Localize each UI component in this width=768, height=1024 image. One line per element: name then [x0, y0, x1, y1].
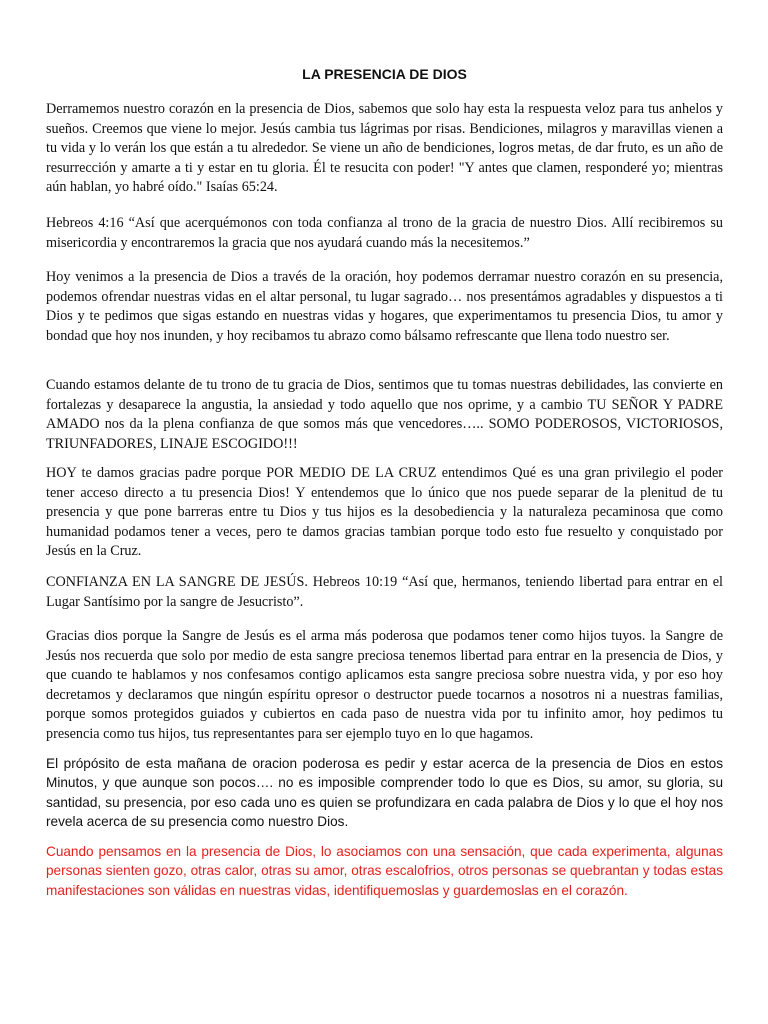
paragraph-hebreos-4-16: Hebreos 4:16 “Así que acerquémonos con toda confianza al trono de la gracia de nuestro Dios. Allí recibiremos su misericordia y encontraremos la gracia que nos ayudará cuando más la necesitemos.” [46, 215, 723, 251]
paragraph-cruz: HOY te damos gracias padre porque POR MEDIO DE LA CRUZ entendimos Qué es una gran privilegio el poder tener acceso directo a tu presencia Dios! Y entendemos que lo único que nos puede separar de la plenitud de tu presencia y que pone barreras entre tu Dios y tus hijos es la desobediencia y la naturaleza pecaminosa que como humanidad podamos tener a veces, pero te damos gracias tambian porque todo esto fue resuelto y conquistado por Jesús en la Cruz. [46, 465, 723, 560]
paragraph-intro: Derramemos nuestro corazón en la presencia de Dios, sabemos que solo hay esta la respuesta veloz para tus anhelos y sueños. Creemos que viene lo mejor. Jesús cambia tus lágrimas por risas. Bendiciones, milagros y maravillas vienen a tu vida y lo verán los que están a tu alrededor. Se viene un año de bendiciones, logros metas, de dar fruto, es un año de resurrección y amarte a ti y estar en tu gloria. Él te resucita con poder! "Y antes que clamen, responderé yo; mientras aún hablan, yo habré oído." Isaías 65:24. [46, 101, 723, 196]
paragraph-sangre-jesus: Gracias dios porque la Sangre de Jesús es el arma más poderosa que podamos tener como hijos tuyos. la Sangre de Jesús nos recuerda que solo por medio de esta sangre preciosa tenemos libertad para entrar en la presencia de Dios, y que cuando te hablamos y nos confesamos contigo aplicamos esta sangre preciosa sobre nuestra vida, y por eso hoy decretamos y declaramos que ningún espíritu opresor o destructor puede tocarnos a nosotros ni a nuestras familias, porque somos protegidos guiados y cubiertos en cada paso de nuestra vida por tu infinito amor, hoy pedimos tu presencia como tus hijos, tus representantes para ser ejemplo tuyo en lo que hagamos. [46, 628, 723, 742]
paragraph-confianza-sangre: CONFIANZA EN LA SANGRE DE JESÚS. Hebreos 10:19 “Así que, hermanos, teniendo libertad para entrar en el Lugar Santísimo por la sangre de Jesucristo”. [46, 574, 723, 610]
paragraph-sensacion-highlighted: Cuando pensamos en la presencia de Dios, lo asociamos con una sensación, que cada experimenta, algunas personas sienten gozo, otras calor, otras su amor, otras escalofrios, otros personas se quebrantan y todas estas manifestaciones son válidas en nuestras vidas, identifiquemoslas y guardemoslas en el corazón. [46, 844, 723, 898]
paragraph-oracion: Hoy venimos a la presencia de Dios a través de la oración, hoy podemos derramar nuestro corazón en su presencia, podemos ofrendar nuestras vidas en el altar personal, tu lugar sagrado… nos presentámos agradables y dispuestos a ti Dios y te pedimos que sigas estando en nuestras vidas y hogares, que experimentamos tu presencia Dios, tu amor y bondad que hoy nos inunden, y hoy recibamos tu abrazo como bálsamo refrescante que llena todo nuestro ser. [46, 269, 723, 344]
paragraph-trono-gracia: Cuando estamos delante de tu trono de tu gracia de Dios, sentimos que tu tomas nuestras debilidades, las convierte en fortalezas y desaparece la angustia, la ansiedad y todo aquello que nos oprime, y a cambio TU SEÑOR Y PADRE AMADO nos da la plena confianza de que somos más que vencedores….. SOMO PODEROSOS, VICTORIOSOS, TRIUNFADORES, LINAJE ESCOGIDO!!! [46, 377, 723, 452]
document-title: LA PRESENCIA DE DIOS [302, 66, 467, 82]
paragraph-proposito: El própósito de esta mañana de oracion poderosa es pedir y estar acerca de la presencia de Dios en estos Minutos, y que aunque son pocos…. no es imposible comprender todo lo que es Dios, su amor, su gloria, su santidad, su presencia, por eso cada uno es quien se profundizara en cada palabra de Dios y lo que el hoy nos revela acerca de su presencia como nuestro Dios. [46, 756, 723, 830]
